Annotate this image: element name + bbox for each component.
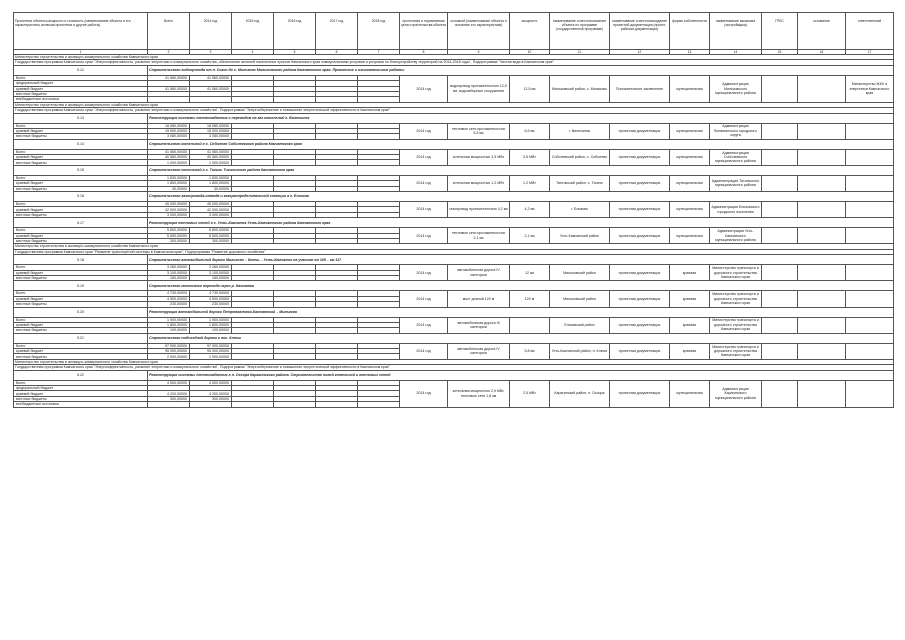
object-resp <box>846 291 894 307</box>
column-number: 1 <box>14 50 148 55</box>
funding-total: 2 000,00000 <box>148 354 190 359</box>
funding-total: 3 080,00000 <box>148 134 190 139</box>
object-location: Мильковский район, с. Мильково <box>550 75 610 102</box>
object-location: Соболевский район, с. Соболево <box>550 149 610 165</box>
object-location: Елизовский район <box>550 317 610 333</box>
object-location: Мильковский район <box>550 265 610 281</box>
object-ownership: краевая <box>670 265 710 281</box>
object-grbs <box>762 265 798 281</box>
column-number: 7 <box>358 50 400 55</box>
header-cell: основание <box>798 13 846 50</box>
program-title: Министерство строительства и жилищно-коммунального хозяйства Камчатского края <box>14 244 894 249</box>
funding-year-empty <box>316 402 358 407</box>
object-ownership: муниципальная <box>670 228 710 244</box>
column-number: 14 <box>710 50 762 55</box>
header-cell: Всего <box>148 13 190 50</box>
object-customer: Администрация Соболевского муниципального района <box>710 149 762 165</box>
header-cell: ответственный <box>846 13 894 50</box>
object-docs: проектная документация <box>610 175 670 191</box>
object-title: Реконструкция системы теплоснабжения с переводом на газ котельной г. Вилючинск <box>148 113 894 123</box>
object-char: тепловые сети протяженностью 2,1 км <box>448 228 510 244</box>
funding-total: 3 000,00000 <box>148 212 190 217</box>
object-resp <box>846 380 894 407</box>
object-power: 3,5 МВт <box>510 149 550 165</box>
funding-source-label: Всего <box>14 317 148 322</box>
funding-total: 1 900,00000 <box>148 317 190 322</box>
funding-2014: 97 000,00000 <box>190 343 232 348</box>
funding-total: 1 830,00000 <box>148 175 190 180</box>
object-docs: проектная документация <box>610 149 670 165</box>
funding-2014: 3 100,00000 <box>190 270 232 275</box>
object-deadline: 2014 год <box>400 75 448 102</box>
funding-total: 1 000,00000 <box>148 160 190 165</box>
object-power: 2,5 МВт <box>510 380 550 407</box>
column-number: 13 <box>670 50 710 55</box>
column-number: 2 <box>148 50 190 55</box>
object-deadline: 2014 год <box>400 228 448 244</box>
funding-source-label: Всего <box>14 291 148 296</box>
object-deadline: 2014 год <box>400 343 448 359</box>
funding-2014: 2 000,00000 <box>190 354 232 359</box>
object-title: Реконструкция тепловых сетей в с. Усть-Камчатск Усть-Камчатского района Камчатского края <box>148 218 894 228</box>
object-ownership: краевая <box>670 343 710 359</box>
object-deadline: 2014 год <box>400 265 448 281</box>
object-basis <box>798 149 846 165</box>
object-code: 5.16 <box>14 192 148 202</box>
object-code: 5.20 <box>14 307 148 317</box>
column-number: 4 <box>232 50 274 55</box>
funding-2014: 4 200,00000 <box>190 391 232 396</box>
header-cell: Проектные объекты,мощности и стоимость (наименование объекта и его характеристики, включая проектные и другие работы) <box>14 13 148 50</box>
object-code: 5.13 <box>14 113 148 123</box>
funding-source-label: местные бюджеты <box>14 160 148 165</box>
object-basis <box>798 175 846 191</box>
object-basis <box>798 380 846 407</box>
funding-source-label: краевой бюджет <box>14 181 148 186</box>
funding-total: 230,00000 <box>148 302 190 307</box>
object-ownership: краевая <box>670 317 710 333</box>
funding-total: 3 100,00000 <box>148 270 190 275</box>
object-docs: проектная документация <box>610 317 670 333</box>
object-grbs <box>762 175 798 191</box>
column-number: 12 <box>610 50 670 55</box>
funding-2014: 1 830,00000 <box>190 175 232 180</box>
object-title-row <box>14 370 894 380</box>
funding-source-label: местные бюджеты <box>14 91 148 96</box>
funding-total: 3 260,00000 <box>148 265 190 270</box>
object-customer: Администрация Вилючинского городского округа <box>710 123 762 139</box>
funding-2014: 42 000,00000 <box>190 207 232 212</box>
funding-total: 5 800,00000 <box>148 228 190 233</box>
object-char: тепловые сети протяженностью 6,5 км <box>448 123 510 139</box>
header-cell: 2015 год <box>232 13 274 50</box>
object-resp <box>846 149 894 165</box>
object-grbs <box>762 123 798 139</box>
object-grbs <box>762 380 798 407</box>
funding-source-label: краевой бюджет <box>14 349 148 354</box>
funding-2014: 41 560,00000 <box>190 75 232 80</box>
funding-source-label: Всего <box>14 175 148 180</box>
object-location: Мильковский район <box>550 291 610 307</box>
funding-2014: 30,00000 <box>190 186 232 191</box>
object-title-row <box>14 307 894 317</box>
object-deadline: 2014 год <box>400 175 448 191</box>
object-grbs <box>762 317 798 333</box>
object-basis <box>798 75 846 102</box>
object-char: газопровод протяженностью 4,2 км <box>448 202 510 218</box>
object-ownership: муниципальная <box>670 75 710 102</box>
program-title: Министерство строительства и жилищно-коммунального хозяйства Камчатского края <box>14 359 894 364</box>
object-power: 4,2 км <box>510 202 550 218</box>
funding-2014: 3 080,00000 <box>190 134 232 139</box>
investment-objects-table <box>13 12 894 408</box>
object-ownership: краевая <box>670 291 710 307</box>
object-customer: Администрация Усть-Камчатского муниципального района <box>710 228 762 244</box>
object-code: 5.17 <box>14 218 148 228</box>
funding-source-label: Всего <box>14 228 148 233</box>
header-cell: 2017 год <box>316 13 358 50</box>
funding-year-empty <box>358 402 400 407</box>
object-docs: проектная документация <box>610 265 670 281</box>
funding-source-label: краевой бюджет <box>14 296 148 301</box>
object-resp <box>846 228 894 244</box>
object-title: Строительство котельной в с. Соболево Соболевского района Камчатского края <box>148 139 894 149</box>
funding-source-label: Всего <box>14 123 148 128</box>
object-code: 5.21 <box>14 333 148 343</box>
object-title: Реконструкция автомобильной дороги Петропавловск-Камчатский – Мильково <box>148 307 894 317</box>
funding-total: 95 000,00000 <box>148 349 190 354</box>
funding-total: 41 560,00000 <box>148 149 190 154</box>
funding-2014: 41 560,00000 <box>190 149 232 154</box>
subprogram-title: Государственная программа Камчатского края "Энергоэффективность, развитие энергетики и коммунального хозяйства", Подпрограмма "Энергосбережение и повышение энергетической эффективности в Камчатском крае" <box>14 108 894 113</box>
funding-total: 4 500,00000 <box>148 296 190 301</box>
object-location: Тигильский район, с. Тигиль <box>550 175 610 191</box>
object-resp <box>846 343 894 359</box>
funding-total: 41 560,00000 <box>148 75 190 80</box>
funding-source-label: федеральный бюджет <box>14 386 148 391</box>
funding-total: 1 800,00000 <box>148 181 190 186</box>
object-docs: Положительное заключение <box>610 75 670 102</box>
document-sheet <box>13 12 893 610</box>
object-deadline: 2014 год <box>400 380 448 407</box>
subprogram-title: Государственная программа Камчатского края "Развитие транспортной системы в Камчатском крае", Подпрограмма "Развитие дорожного хозяйства" <box>14 249 894 254</box>
object-title: Строительство подъездной дороги к пос. Ключи <box>148 333 894 343</box>
funding-total: 18 080,00000 <box>148 123 190 128</box>
funding-source-label: краевой бюджет <box>14 86 148 91</box>
object-ownership: муниципальная <box>670 175 710 191</box>
object-customer: Администрация Карагинского муниципального района <box>710 380 762 407</box>
column-number: 9 <box>448 50 510 55</box>
funding-source-label: краевой бюджет <box>14 128 148 133</box>
header-cell: 2016 год <box>274 13 316 50</box>
column-number: 11 <box>550 50 610 55</box>
object-basis <box>798 202 846 218</box>
header-cell: наименование заказчика (застройщика) <box>710 13 762 50</box>
object-title-row <box>14 255 894 265</box>
object-location: Усть-Камчатский район, п. Ключи <box>550 343 610 359</box>
funding-2014: 4 500,00000 <box>190 296 232 301</box>
funding-total <box>148 402 190 407</box>
table-header-row <box>14 13 894 50</box>
funding-2014: 18 080,00000 <box>190 123 232 128</box>
object-title-row <box>14 165 894 175</box>
column-number: 8 <box>400 50 448 55</box>
funding-total: 100,00000 <box>148 328 190 333</box>
funding-total: 4 200,00000 <box>148 391 190 396</box>
header-cell: основной (наименование объекта и основные его характеристики) <box>448 13 510 50</box>
object-resp <box>846 317 894 333</box>
funding-source-label: местные бюджеты <box>14 134 148 139</box>
object-docs: проектная документация <box>610 343 670 359</box>
object-ownership: муниципальная <box>670 202 710 218</box>
funding-source-label: Всего <box>14 343 148 348</box>
funding-source-label: Всего <box>14 202 148 207</box>
object-code: 5.15 <box>14 165 148 175</box>
object-title-row <box>14 65 894 75</box>
object-char: автомобильная дорога IV категории <box>448 265 510 281</box>
funding-total: 41 560,00000 <box>148 86 190 91</box>
funding-total: 5 500,00000 <box>148 233 190 238</box>
object-char: автомобильная дорога III категории <box>448 317 510 333</box>
object-grbs <box>762 291 798 307</box>
funding-total: 45 000,00000 <box>148 202 190 207</box>
funding-source-label: внебюджетные источники <box>14 402 148 407</box>
funding-year-empty <box>274 402 316 407</box>
funding-source-label: краевой бюджет <box>14 391 148 396</box>
funding-total: 300,00000 <box>148 238 190 243</box>
funding-source-label: Всего <box>14 149 148 154</box>
object-power <box>510 317 550 333</box>
funding-2014 <box>190 402 232 407</box>
funding-total: 300,00000 <box>148 396 190 401</box>
object-resp <box>846 123 894 139</box>
object-title-row <box>14 281 894 291</box>
funding-2014: 160,00000 <box>190 275 232 280</box>
funding-2014: 1 000,00000 <box>190 160 232 165</box>
funding-source-label: краевой бюджет <box>14 270 148 275</box>
funding-total: 15 000,00000 <box>148 128 190 133</box>
program-title: Министерство строительства и жилищно-коммунального хозяйства Камчатского края <box>14 102 894 107</box>
object-grbs <box>762 149 798 165</box>
object-basis <box>798 317 846 333</box>
object-title: Строительство водопровода от п. Сокоч до с. Мильково Мильковского района Камчатского края. Проектные и изыскательские работы <box>148 65 894 75</box>
object-code: 5.22 <box>14 370 148 380</box>
header-cell: прогнозная и нормативная цена строительства объекта <box>400 13 448 50</box>
object-customer: Министерство транспорта и дорожного строительства Камчатского края <box>710 317 762 333</box>
funding-source-label: местные бюджеты <box>14 302 148 307</box>
object-char: котельная мощностью 3,5 МВт <box>448 149 510 165</box>
object-power: 5,8 км <box>510 343 550 359</box>
object-resp <box>846 175 894 191</box>
object-power: 6,5 км <box>510 123 550 139</box>
object-grbs <box>762 202 798 218</box>
object-basis <box>798 228 846 244</box>
funding-2014: 5 500,00000 <box>190 233 232 238</box>
object-title: Строительство мостового перехода через р. Камчатка <box>148 281 894 291</box>
object-docs: проектная документация <box>610 380 670 407</box>
object-docs: проектная документация <box>610 202 670 218</box>
funding-2014: 1 800,00000 <box>190 181 232 186</box>
object-title-row <box>14 218 894 228</box>
object-code: 5.14 <box>14 139 148 149</box>
object-resp <box>846 265 894 281</box>
funding-total: 1 800,00000 <box>148 322 190 327</box>
funding-source-label: Всего <box>14 380 148 385</box>
object-power: 12 км <box>510 265 550 281</box>
funding-2014: 3 260,00000 <box>190 265 232 270</box>
object-grbs <box>762 228 798 244</box>
object-title-row <box>14 113 894 123</box>
column-number: 15 <box>762 50 798 55</box>
funding-2014: 95 000,00000 <box>190 349 232 354</box>
object-title-row <box>14 333 894 343</box>
object-customer: Администрация Мильковского муниципального района <box>710 75 762 102</box>
header-cell: наименование и местонахождение проектной документации (проект, рабочая документация) <box>610 13 670 50</box>
funding-source-label: краевой бюджет <box>14 322 148 327</box>
column-number: 3 <box>190 50 232 55</box>
object-customer: Администрация Тигильского муниципального района <box>710 175 762 191</box>
funding-source-label: местные бюджеты <box>14 212 148 217</box>
object-power: 120 м <box>510 291 550 307</box>
header-cell: 2014 год <box>190 13 232 50</box>
funding-2014: 40 560,00000 <box>190 155 232 160</box>
funding-2014: 4 500,00000 <box>190 380 232 385</box>
funding-source-label: местные бюджеты <box>14 275 148 280</box>
object-customer: Администрация Елизовского городского поселения <box>710 202 762 218</box>
object-char: мост длиной 120 м <box>448 291 510 307</box>
object-power: 2,1 км <box>510 228 550 244</box>
object-location: г. Елизово <box>550 202 610 218</box>
funding-total: 97 000,00000 <box>148 343 190 348</box>
object-basis <box>798 343 846 359</box>
funding-2014: 1 900,00000 <box>190 317 232 322</box>
funding-2014: 4 730,00000 <box>190 291 232 296</box>
funding-source-label: местные бюджеты <box>14 328 148 333</box>
subprogram-title: Государственная программа Камчатского края "Энергоэффективность, развитие энергетики и коммунального хозяйства", Подпрограмма "Энергосбережение и повышение энергетической эффективности в Камчатском крае" <box>14 365 894 370</box>
object-deadline: 2014 год <box>400 291 448 307</box>
funding-source-label: федеральный бюджет <box>14 81 148 86</box>
object-resp: Министерство ЖКХ и энергетики Камчатского края <box>846 75 894 102</box>
object-char: котельная мощностью 1,2 МВт <box>448 175 510 191</box>
object-power: 1,2 МВт <box>510 175 550 191</box>
column-number: 5 <box>274 50 316 55</box>
object-title: Строительство автомобильной дороги Мильково – Ключи – Усть-Камчатск на участке км 105 – км 117 <box>148 255 894 265</box>
object-char: автомобильная дорога IV категории <box>448 343 510 359</box>
funding-total: 4 730,00000 <box>148 291 190 296</box>
funding-source-label: местные бюджеты <box>14 396 148 401</box>
object-grbs <box>762 75 798 102</box>
funding-total: 30,00000 <box>148 186 190 191</box>
object-deadline: 2014 год <box>400 123 448 139</box>
funding-source-label: краевой бюджет <box>14 155 148 160</box>
header-cell: ГРБС <box>762 13 798 50</box>
object-basis <box>798 265 846 281</box>
funding-source-label: внебюджетные источники <box>14 97 148 102</box>
funding-2014: 1 800,00000 <box>190 322 232 327</box>
object-basis <box>798 123 846 139</box>
object-title: Строительство газопровода-отвода и газораспределительной станции в г. Елизово <box>148 192 894 202</box>
funding-total: 160,00000 <box>148 275 190 280</box>
object-customer: Министерство транспорта и дорожного строительства Камчатского края <box>710 291 762 307</box>
funding-total: 40 560,00000 <box>148 155 190 160</box>
object-customer: Министерство транспорта и дорожного строительства Камчатского края <box>710 265 762 281</box>
subprogram-title: Государственная программа Камчатского края "Энергоэффективность, развитие энергетики и коммунального хозяйства, обеспечение жителей населенных пунктов Камчатского края коммунальными услугами и услугами по благоустройству территорий на 2014-2018 годы", Подпрограмма "Чистая вода в Камчатском крае" <box>14 60 894 65</box>
funding-source-label: краевой бюджет <box>14 207 148 212</box>
object-char: водопровод протяженностью 12,5 км, водозаборные сооружения <box>448 75 510 102</box>
object-grbs <box>762 343 798 359</box>
funding-2014: 300,00000 <box>190 238 232 243</box>
funding-2014: 45 000,00000 <box>190 202 232 207</box>
object-title: Реконструкция системы теплоснабжения в п. Оссора Карагинского района. Строительство новой котельной и тепловых сетей <box>148 370 894 380</box>
program-title: Министерство строительства и жилищно-коммунального хозяйства Камчатского края <box>14 55 894 60</box>
object-code: 5.18 <box>14 255 148 265</box>
object-docs: проектная документация <box>610 123 670 139</box>
object-resp <box>846 202 894 218</box>
header-cell: наименование и местоположение объекта по программе (государственной программе) <box>550 13 610 50</box>
object-power: 12,5 км <box>510 75 550 102</box>
funding-source-label: краевой бюджет <box>14 233 148 238</box>
object-deadline: 2014 год <box>400 202 448 218</box>
column-number: 10 <box>510 50 550 55</box>
funding-2014: 5 800,00000 <box>190 228 232 233</box>
funding-source-label: Всего <box>14 265 148 270</box>
object-deadline: 2014 год <box>400 317 448 333</box>
funding-year-empty <box>232 402 274 407</box>
object-ownership: муниципальная <box>670 123 710 139</box>
funding-2014: 230,00000 <box>190 302 232 307</box>
funding-2014: 300,00000 <box>190 396 232 401</box>
header-cell: 2018 год <box>358 13 400 50</box>
funding-total: 4 500,00000 <box>148 380 190 385</box>
object-ownership: муниципальная <box>670 149 710 165</box>
funding-2014: 15 000,00000 <box>190 128 232 133</box>
funding-source-label: местные бюджеты <box>14 238 148 243</box>
header-cell: мощность <box>510 13 550 50</box>
funding-source-label: Всего <box>14 75 148 80</box>
object-location: Усть-Камчатский район <box>550 228 610 244</box>
object-ownership: муниципальная <box>670 380 710 407</box>
column-number: 6 <box>316 50 358 55</box>
object-docs: проектная документация <box>610 228 670 244</box>
funding-2014: 100,00000 <box>190 328 232 333</box>
object-char: котельная мощностью 2,5 МВт, тепловые сети 1,8 км <box>448 380 510 407</box>
object-basis <box>798 291 846 307</box>
funding-2014: 41 560,00000 <box>190 86 232 91</box>
object-title-row <box>14 192 894 202</box>
funding-source-label: местные бюджеты <box>14 186 148 191</box>
header-cell: форма собственности <box>670 13 710 50</box>
object-location: Карагинский район, п. Оссора <box>550 380 610 407</box>
object-customer: Министерство транспорта и дорожного строительства Камчатского края <box>710 343 762 359</box>
funding-source-label: местные бюджеты <box>14 354 148 359</box>
object-title: Строительство котельной в с. Тигиль Тигильского района Камчатского края <box>148 165 894 175</box>
object-deadline: 2014 год <box>400 149 448 165</box>
column-number: 16 <box>798 50 846 55</box>
object-code: 5.12 <box>14 65 148 75</box>
column-number: 17 <box>846 50 894 55</box>
funding-total: 42 000,00000 <box>148 207 190 212</box>
object-location: г. Вилючинск <box>550 123 610 139</box>
object-docs: проектная документация <box>610 291 670 307</box>
object-code: 5.19 <box>14 281 148 291</box>
object-title-row <box>14 139 894 149</box>
funding-2014: 3 000,00000 <box>190 212 232 217</box>
